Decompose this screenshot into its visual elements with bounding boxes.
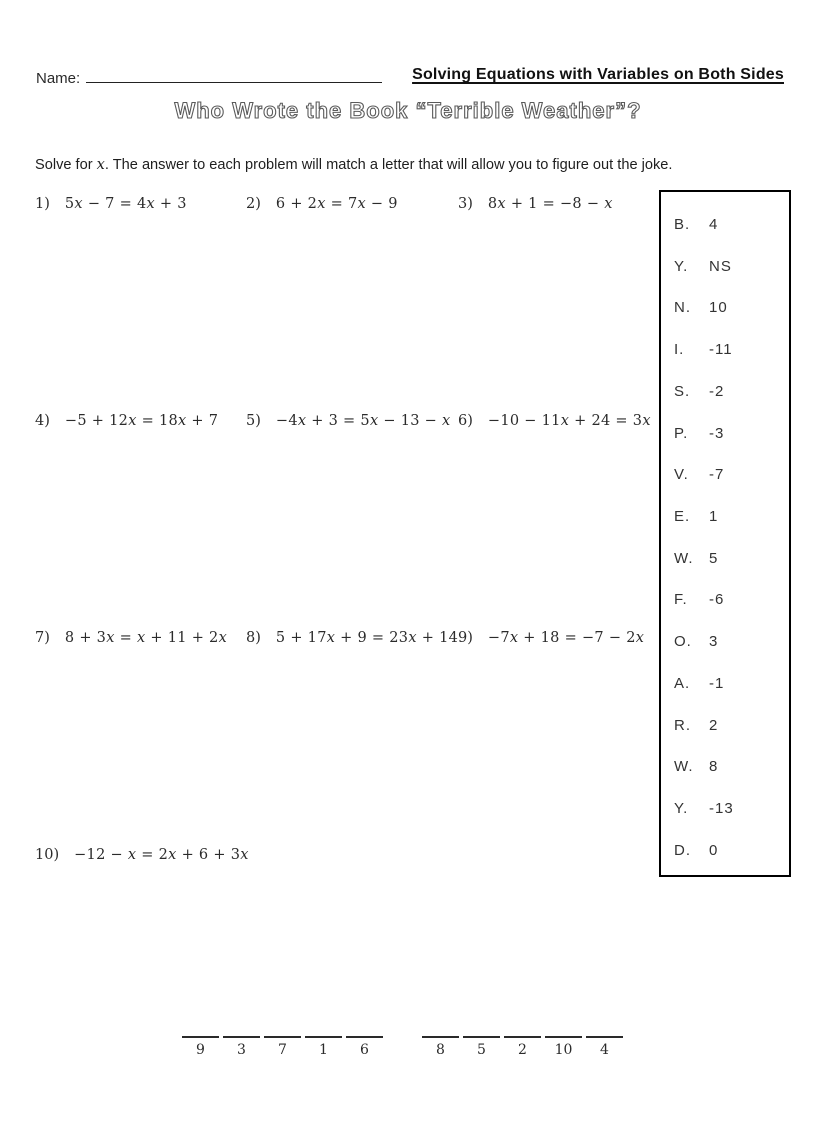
answer-key-letter: S. <box>674 382 691 400</box>
answer-key-row <box>674 508 785 525</box>
problem-8 <box>246 630 458 646</box>
answer-key-value: -13 <box>709 800 734 818</box>
answer-key-letter: I. <box>674 341 685 359</box>
answer-key-row <box>674 550 785 567</box>
answer-key-letter: W. <box>674 758 694 776</box>
answer-blank[interactable] <box>223 1036 260 1059</box>
answer-blank-group-1 <box>182 1036 383 1059</box>
answer-blank[interactable] <box>264 1036 301 1059</box>
answer-key-letter: V. <box>674 466 689 484</box>
problem-5 <box>246 413 451 429</box>
answer-key-value: -3 <box>709 424 725 442</box>
answer-key-row <box>674 258 785 275</box>
answer-blank[interactable] <box>586 1036 623 1059</box>
blank-problem-number: 7 <box>278 1042 287 1058</box>
problem-equation: −12 − x = 2x + 6 + 3x <box>74 847 249 863</box>
answer-key-value: 0 <box>709 841 719 859</box>
answer-key-row <box>674 842 785 859</box>
blank-problem-number: 8 <box>436 1042 445 1058</box>
answer-key-letter: O. <box>674 633 692 651</box>
problem-number: 6) <box>458 413 473 429</box>
answer-blank[interactable] <box>182 1036 219 1059</box>
answer-key-row <box>674 675 785 692</box>
answer-blank[interactable] <box>346 1036 383 1059</box>
answer-key-value: 5 <box>709 549 719 567</box>
answer-key-row <box>674 800 785 817</box>
blank-problem-number: 5 <box>477 1042 486 1058</box>
worksheet-title: Solving Equations with Variables on Both Sides <box>412 66 784 83</box>
problem-equation: 8x + 1 = −8 − x <box>487 196 613 212</box>
answer-key-row <box>674 466 785 483</box>
answer-key-value: -1 <box>709 674 725 692</box>
answer-key-value: 2 <box>709 716 719 734</box>
answer-key-letter: F. <box>674 591 688 609</box>
answer-key-value: 1 <box>709 508 719 526</box>
answer-key-value: 8 <box>709 758 719 776</box>
answer-key-letter: W. <box>674 549 694 567</box>
problem-2 <box>246 196 398 212</box>
joke-title: Who Wrote the Book “Terrible Weather”? <box>174 98 642 123</box>
problem-number: 8) <box>246 630 261 646</box>
answer-blank[interactable] <box>422 1036 459 1059</box>
answer-blank[interactable] <box>305 1036 342 1059</box>
problem-equation: −5 + 12x = 18x + 7 <box>64 413 219 429</box>
answer-key-value: -2 <box>709 382 725 400</box>
answer-key-letter: E. <box>674 508 691 526</box>
answer-key-letter: B. <box>674 216 691 233</box>
answer-key-letter: A. <box>674 674 691 692</box>
name-label: Name: <box>36 70 81 87</box>
problem-7 <box>35 630 227 646</box>
blank-problem-number: 3 <box>237 1042 246 1058</box>
problem-equation: −10 − 11x + 24 = 3x <box>487 413 651 429</box>
answer-key-row <box>674 299 785 316</box>
problem-equation: 5x − 7 = 4x + 3 <box>64 196 187 212</box>
problem-10 <box>35 847 249 863</box>
answer-key-value: -7 <box>709 466 725 484</box>
problem-number: 2) <box>246 196 261 212</box>
answer-key-letter: D. <box>674 841 691 859</box>
answer-key-letter: N. <box>674 299 691 317</box>
problem-number: 5) <box>246 413 261 429</box>
problem-equation: 6 + 2x = 7x − 9 <box>275 196 398 212</box>
problem-number: 4) <box>35 413 50 429</box>
blank-problem-number: 6 <box>360 1042 369 1058</box>
problem-equation: −7x + 18 = −7 − 2x <box>487 630 645 646</box>
blank-problem-number: 10 <box>554 1042 573 1058</box>
answer-blank[interactable] <box>463 1036 500 1059</box>
blank-problem-number: 2 <box>518 1042 527 1058</box>
answer-key-value: -11 <box>709 341 733 359</box>
blank-problem-number: 9 <box>196 1042 205 1058</box>
answer-blank[interactable] <box>545 1036 582 1059</box>
problem-number: 3) <box>458 196 473 212</box>
problem-1 <box>35 196 187 212</box>
problem-9 <box>458 630 644 646</box>
name-blank-line[interactable] <box>86 68 382 83</box>
problem-equation: −4x + 3 = 5x − 13 − x <box>275 413 451 429</box>
answer-key-letter: P. <box>674 424 689 442</box>
problem-3 <box>458 196 613 212</box>
answer-key-row <box>674 425 785 442</box>
instructions-text: Solve for x. The answer to each problem will match a letter that will allow you to figure out the joke. <box>35 156 673 173</box>
blank-problem-number: 4 <box>600 1042 609 1058</box>
answer-key-row <box>674 758 785 775</box>
problem-number: 7) <box>35 630 50 646</box>
answer-key-row <box>674 383 785 400</box>
problem-equation: 5 + 17x + 9 = 23x + 14 <box>275 630 459 646</box>
answer-blank-group-2 <box>422 1036 623 1059</box>
problem-4 <box>35 413 218 429</box>
answer-key-letter: R. <box>674 716 691 734</box>
answer-key-letter: Y. <box>674 257 689 275</box>
answer-key-row <box>674 717 785 734</box>
answer-key-row <box>674 341 785 358</box>
blank-problem-number: 1 <box>319 1042 328 1058</box>
name-row <box>36 68 382 87</box>
answer-key-value: 4 <box>709 216 719 233</box>
problem-number: 9) <box>458 630 473 646</box>
answer-blank[interactable] <box>504 1036 541 1059</box>
answer-key-value: NS <box>709 257 732 275</box>
answer-key-row <box>674 591 785 608</box>
answer-key-row <box>674 633 785 650</box>
answer-key-row <box>674 216 785 233</box>
answer-key-letter: Y. <box>674 800 689 818</box>
problem-6 <box>458 413 651 429</box>
answer-key-value: 10 <box>709 299 728 317</box>
problem-number: 1) <box>35 196 50 212</box>
answer-key-box <box>659 190 791 877</box>
answer-key-value: 3 <box>709 633 719 651</box>
problem-equation: 8 + 3x = x + 11 + 2x <box>64 630 228 646</box>
problem-number: 10) <box>35 847 60 863</box>
answer-key-value: -6 <box>709 591 725 609</box>
